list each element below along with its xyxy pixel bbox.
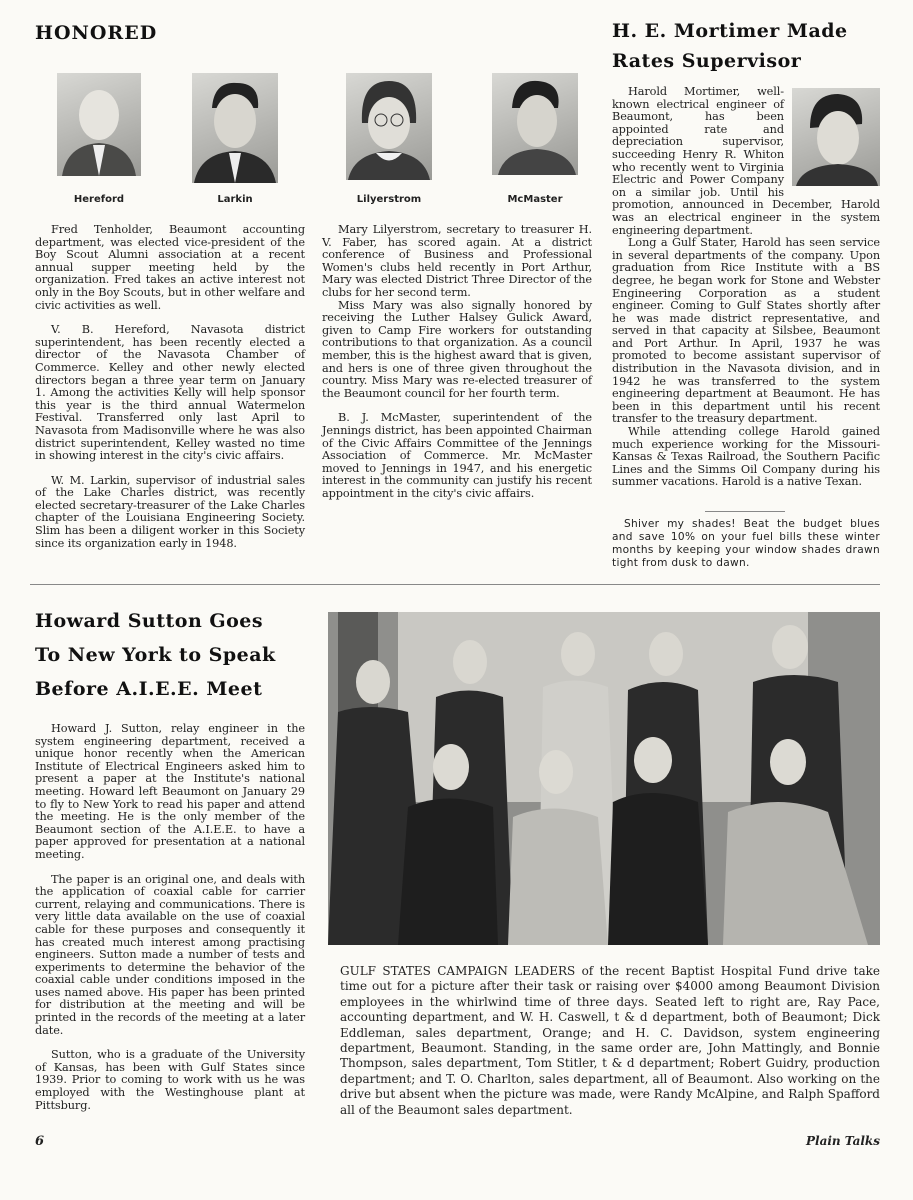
caption-lead: GULF STATES CAMPAIGN LEADERS [340,964,576,978]
honored-column-2 [322,224,592,512]
article-paragraph: Howard J. Sutton, relay engineer in the system engineering department, received a unique honor recently when the American Institute of Electrical Engineers asked him to present a paper at the Institute's national meeting. Howard left Beaumont on January 29 to fly to New York to read his paper and attend the meeting. He is the only member of the Beaumont section of the A.I.E.E. to have a paper approved for presentation at a national meeting. [35,722,305,861]
article-paragraph: Mary Lilyerstrom, secretary to treasurer H. V. Faber, has scored again. At a district conference of Business and Professional Women's clubs held recently in Port Arthur, Mary was elected District Three Director of the clubs for her second term. [322,223,592,299]
heading-line: Before A.I.E.E. Meet [35,678,263,700]
fuel-tip-note: Shiver my shades! Beat the budget blues and save 10% on your fuel bills these winter months by keeping your window shades drawn tight from dusk to dawn. [612,518,880,569]
page-number: 6 [35,1134,45,1149]
article-paragraph: Miss Mary was also signally honored by receiving the Luther Halsey Gulick Award, given to Camp Fire workers for outstanding contributions to that organization. As a council member, this is the highest award that is given, and hers is one of three given throughout the country. Miss Mary was re-elected treasurer of the Beaumont council for her fourth term. [322,298,592,400]
heading-line: H. E. Mortimer Made [612,20,848,42]
publication-name: Plain Talks [805,1134,880,1148]
portrait-larkin [192,73,278,183]
section-divider [30,584,880,585]
article-paragraph: While attending college Harold gained much experience working for the Missouri-Kansas & Texas Railroad, the Southern Pacific Lines and the Simms Oil Company during his summer vacations. Harold is a native Texan. [612,425,880,489]
group-photo [328,612,880,945]
caption-text: of the recent Baptist Hospital Fund drive take time out for a picture after their task or raising over $4000 among Beaumont Division employees in the whirlwind time of three days. Seated left to right are, Ray Pace, accounting department, and W. H. Caswell, t & d department, both of Beaumont; Dick Eddleman, sales department, Orange; and H. C. Davidson, system engineering department, Beaumont. Standing, in the same order are, John Mattingly, and Bonnie Thompson, sales department, Tom Stitler, t & d department; Robert Guidry, production department; and T. O. Charlton, sales department, all of Beaumont. Also working on the drive but absent when the picture was made, were Randy McAlpine, and Ralph Spafford all of the Beaumont sales department. [340,964,880,1117]
divider [705,511,785,512]
portrait-name-larkin: Larkin [217,194,253,205]
portrait-lilyerstrom [346,73,432,180]
article-paragraph: W. M. Larkin, supervisor of industrial sales of the Lake Charles district, was recently elected secretary-treasurer of the Lake Charles chapter of the Louisiana Engineering Society. Slim has been a diligent worker in this Society since its organization early in 1948. [35,473,305,550]
honored-column-1 [35,224,305,562]
article-paragraph: The paper is an original one, and deals with the application of coaxial cable for carrier current, relaying and communications. There is very little data available on the use of coaxial cable for these purposes and consequently it has created much interest among practising engineers. Sutton made a number of tests and experiments to determine the behavior of the coaxial cable under conditions imposed in the uses named above. His paper has been printed for distribution at the meeting and will be printed in the records of the meeting at a later date. [35,872,305,1037]
portrait-name-lilyerstrom: Lilyerstrom [356,194,422,205]
article-paragraph: B. J. McMaster, superintendent of the Jennings district, has been appointed Chairman of the Civic Affairs Committee of the Jennings Association of Commerce. Mr. McMaster moved to Jennings in 1947, and his energetic interest in the community can justify his recent appointment in the city's civic affairs. [322,411,592,500]
portrait-mortimer [792,88,880,186]
portrait-hereford [57,73,141,176]
article-paragraph: Sutton, who is a graduate of the University of Kansas, has been with Gulf States since 1939. Prior to coming to work with us he was employed with the Westinghouse plant at Pittsburg. [35,1048,305,1112]
heading-line: To New York to Speak [35,644,276,666]
portrait-name-mcmaster: McMaster [507,194,563,205]
sutton-article [35,723,305,1124]
sutton-heading [35,604,325,706]
article-paragraph: Harold Mortimer, well-known electrical engineer of Beaumont, has been appointed rate and depreciation supervisor, succeeding Henry R. Whiton who recently went to Virginia Electric and Power Company on a similar job. Until his promotion, announced in December, Harold was an electrical engineer in the system engineering department. [612,85,880,237]
group-photo-caption [340,964,880,1118]
portrait-mcmaster [492,73,578,175]
portrait-name-hereford: Hereford [73,194,125,205]
article-paragraph: Long a Gulf Stater, Harold has seen service in several departments of the company. Upon graduation from Rice Institute with a BS degree, he began work for Stone and Webster Engineering Corporation as a student engineer. Coming to Gulf States shortly after he was made district representative, and served in that capacity at Silsbee, Beaumont and Port Arthur. In April, 1937 he was promoted to become assistant supervisor of distribution in the Navasota division, and in 1942 he was transferred to the system engineering department at Beaumont. He has been in this department until his recent transfer to the treasury department. [612,236,880,426]
mortimer-heading [612,16,892,76]
article-paragraph: Fred Tenholder, Beaumont accounting department, was elected vice-president of the Boy Scout Alumni association at a recent annual supper meeting held by the organization. Fred takes an active interest not only in the Boy Scouts, but in other welfare and civic activities as well. [35,223,305,312]
heading-line: Howard Sutton Goes [35,610,264,632]
honored-heading: HONORED [35,22,158,44]
mortimer-article [612,86,880,489]
heading-line: Rates Supervisor [612,50,802,72]
article-paragraph: V. B. Hereford, Navasota district superintendent, has been recently elected a director of the Navasota Chamber of Commerce. Kelley and other newly elected directors began a three year term on January 1. Among the activities Kelly will help sponsor this year is the third annual Watermelon Festival. Transferred only last April to Navasota from Madisonville where he was also district superintendent, Kelley wasted no time in showing interest in the city's civic affairs. [35,323,305,463]
